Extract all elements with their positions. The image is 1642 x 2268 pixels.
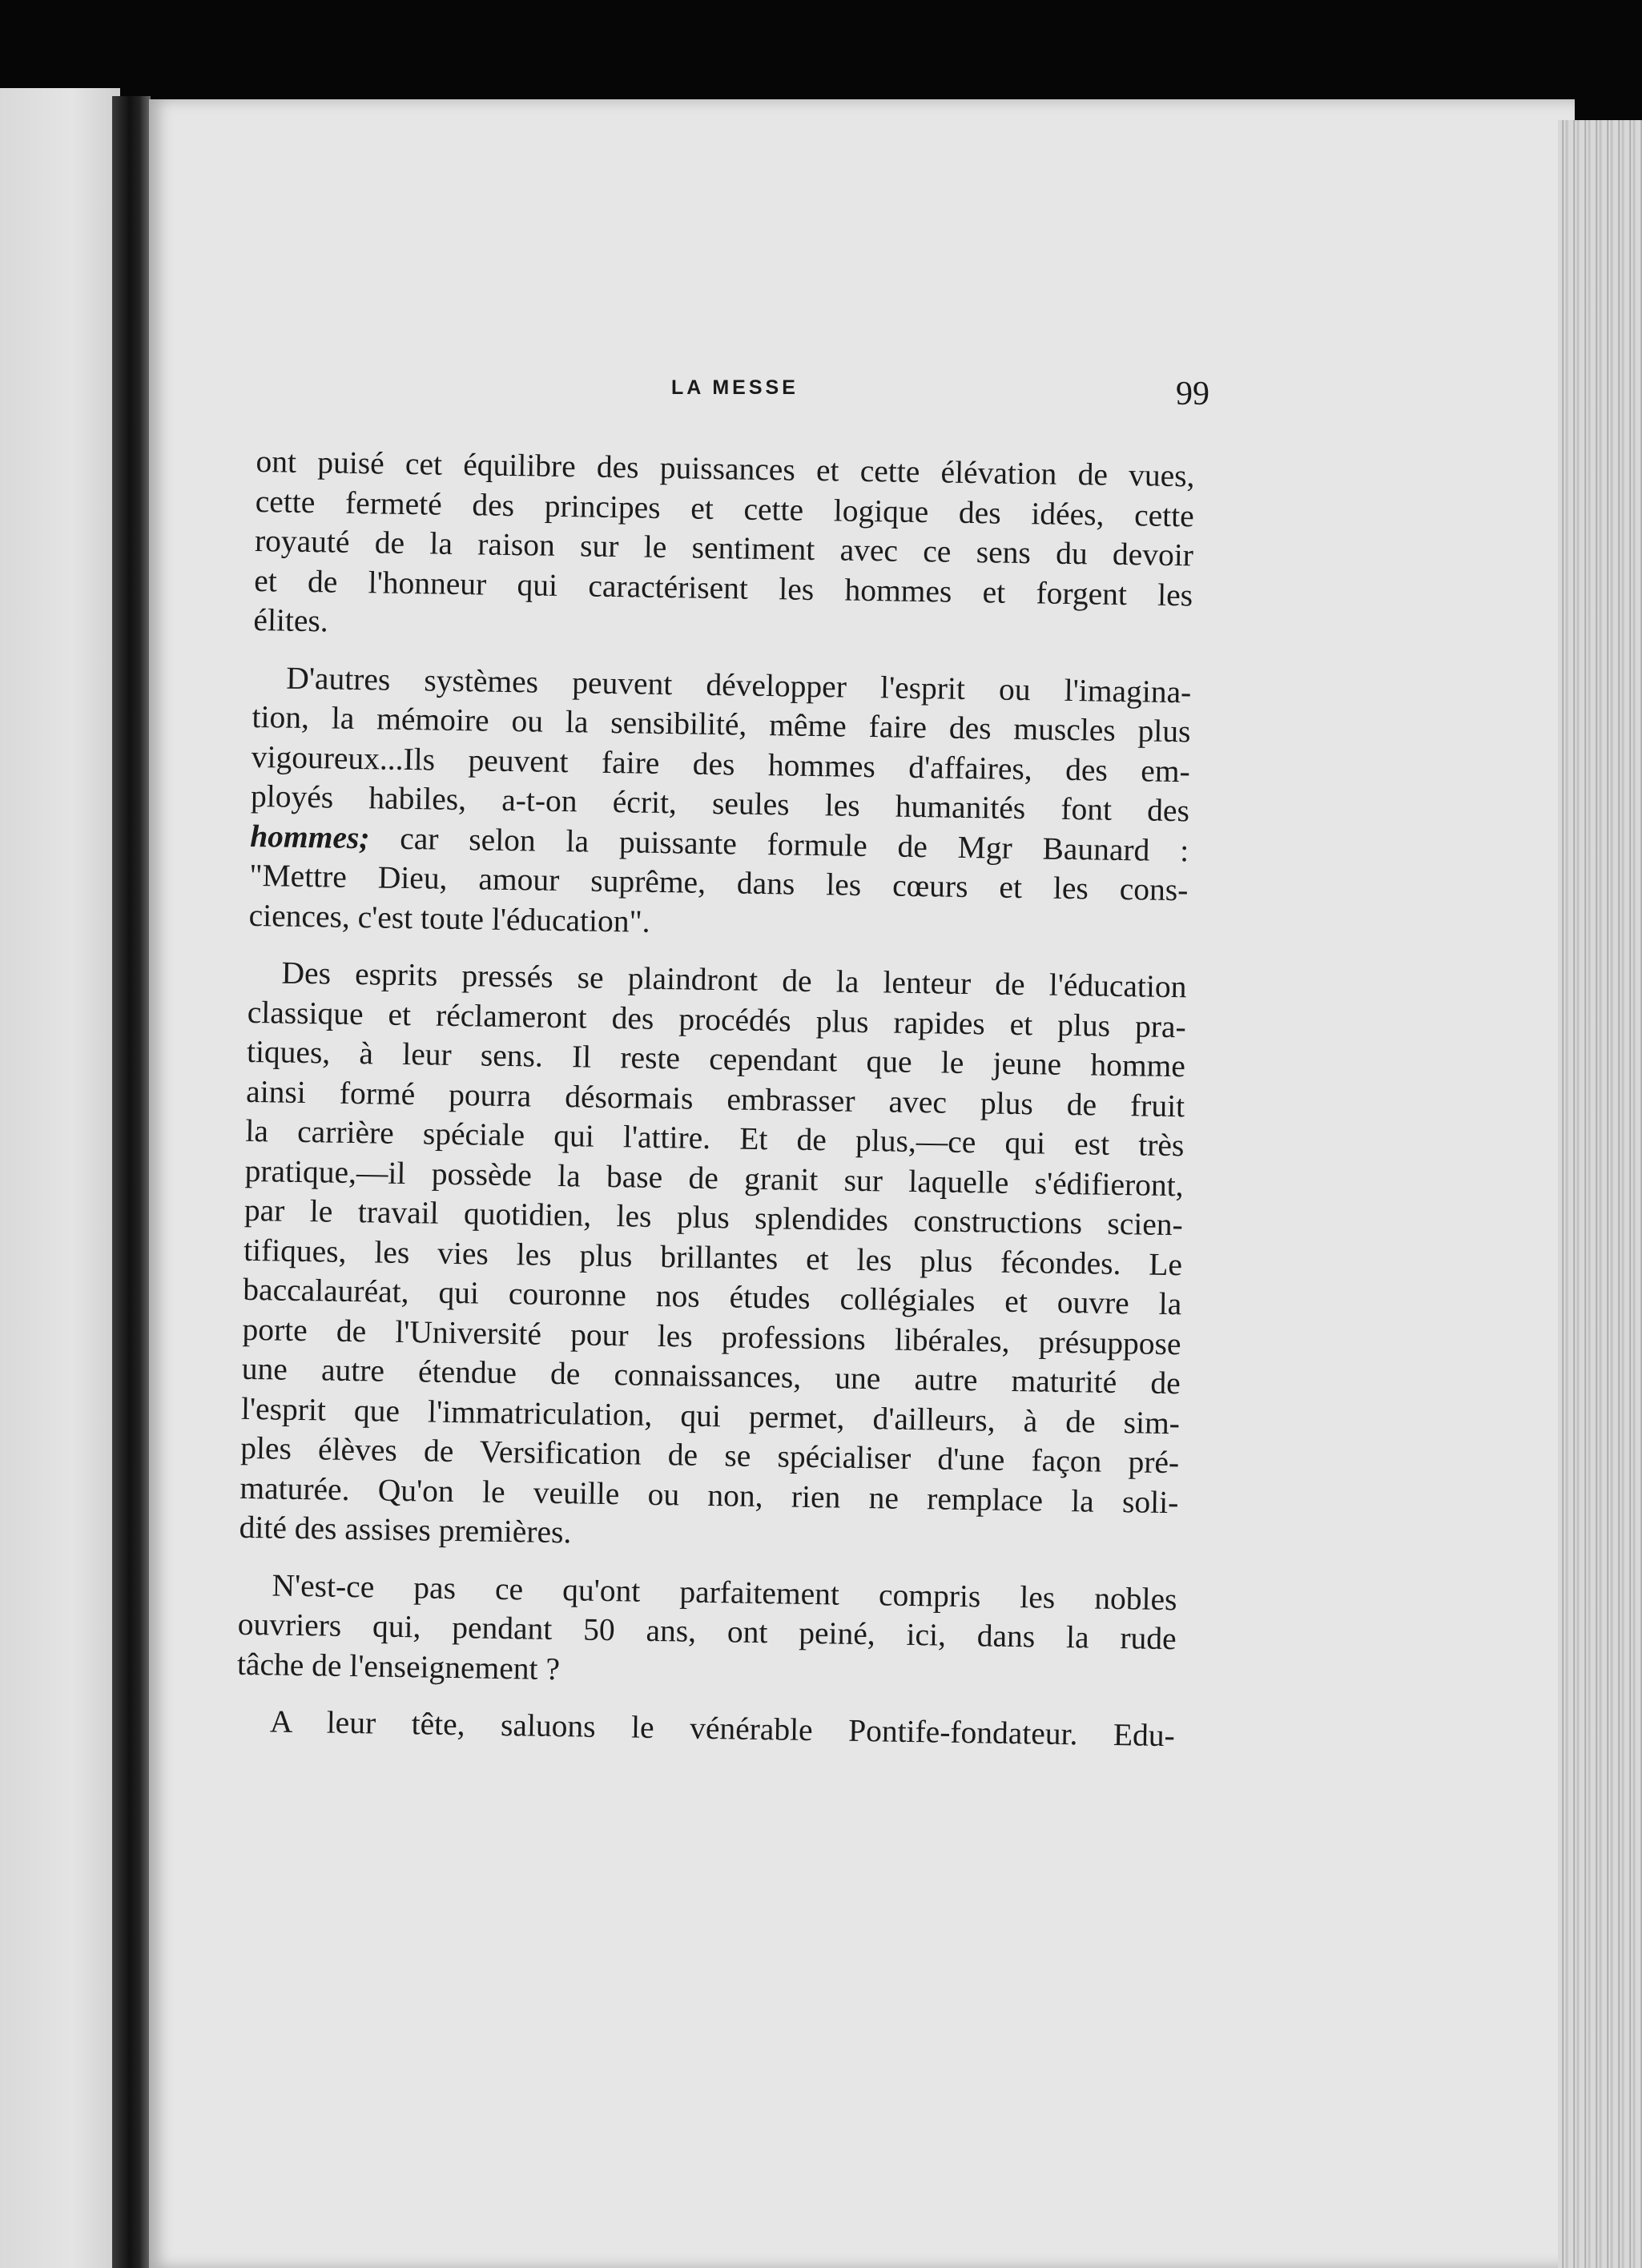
text-line: tiques, à leur sens. Il reste cependant que le jeune homme	[246, 1033, 1186, 1084]
paragraph-3	[239, 953, 1187, 1562]
text-line: élites.	[253, 601, 329, 639]
running-title: LA MESSE	[671, 376, 799, 399]
text-line: N'est-ce pas ce qu'ont parfaitement compris les nobles	[272, 1566, 1177, 1617]
text-line: ainsi formé pourra désormais embrasser avec plus de fruit	[245, 1073, 1185, 1124]
text-line: D'autres systèmes peuvent développer l'esprit ou l'imagina-	[286, 660, 1192, 710]
emphasized-word: hommes;	[249, 818, 370, 855]
text-line: cette fermeté des principes et cette logique des idées, cette	[255, 483, 1195, 533]
text-line: ployés habiles, a-t-on écrit, seules les humanités font des	[250, 778, 1190, 829]
text-line: Des esprits pressés se plaindront de la lenteur de l'éducation	[281, 955, 1187, 1005]
page-number: 99	[1176, 376, 1209, 412]
text-line: par le travail quotidien, les plus splendides constructions scien-	[243, 1192, 1184, 1243]
facing-page-edge	[0, 88, 120, 2268]
text-line-rest: car selon la puissante formule de Mgr Baunard :	[399, 820, 1189, 868]
text-line: tifiques, les vies les plus brillantes et les plus fécondes. Le	[243, 1232, 1183, 1282]
text-line: tion, la mémoire ou la sensibilité, même faire des muscles plus	[252, 698, 1191, 750]
text-line: dité des assises premières.	[239, 1509, 572, 1550]
text-line: ples élèves de Versification de se spécialiser d'une façon pré-	[239, 1430, 1180, 1481]
text-line: porte de l'Université pour les professions libérales, présuppose	[242, 1311, 1181, 1361]
page-stack-edges	[1558, 120, 1642, 2268]
text-line: A leur tête, saluons le vénérable Pontife-fondateur. Edu-	[269, 1703, 1176, 1754]
text-line: maturée. Qu'on le veuille ou non, rien ne remplace la soli-	[239, 1470, 1179, 1520]
text-line: l'esprit que l'immatriculation, qui permet, d'ailleurs, à de sim-	[240, 1390, 1181, 1441]
body-text	[236, 442, 1195, 1756]
text-line: une autre étendue de connaissances, une autre maturité de	[241, 1350, 1181, 1401]
text-line: ciences, c'est toute l'éducation".	[248, 897, 650, 939]
text-line: la carrière spéciale qui l'attire. Et de plus,—ce qui est très	[245, 1112, 1185, 1164]
text-line: classique et réclameront des procédés plus rapides et plus pra-	[247, 994, 1187, 1044]
text-line: ont puisé cet équilibre des puissances et cette élévation de vues,	[256, 443, 1195, 494]
paragraph-4	[237, 1565, 1177, 1699]
paragraph-2	[248, 657, 1191, 950]
paragraph-1	[253, 442, 1195, 655]
text-line: et de l'honneur qui caractérisent les hommes et forgent les	[253, 562, 1193, 613]
text-line: "Mettre Dieu, amour suprême, dans les cœurs et les cons-	[249, 857, 1189, 908]
text-line: baccalauréat, qui couronne nos études collégiales et ouvre la	[243, 1271, 1182, 1322]
text-line: pratique,—il possède la base de granit sur laquelle s'édifieront,	[244, 1152, 1184, 1203]
text-line: vigoureux...Ils peuvent faire des hommes d'affaires, des em-	[251, 738, 1191, 789]
text-line: royauté de la raison sur le sentiment avec ce sens du devoir	[254, 522, 1194, 573]
text-line: tâche de l'enseignement ?	[236, 1646, 561, 1687]
book-gutter	[112, 96, 151, 2268]
text-line: ouvriers qui, pendant 50 ans, ont peiné, ici, dans la rude	[237, 1606, 1177, 1657]
